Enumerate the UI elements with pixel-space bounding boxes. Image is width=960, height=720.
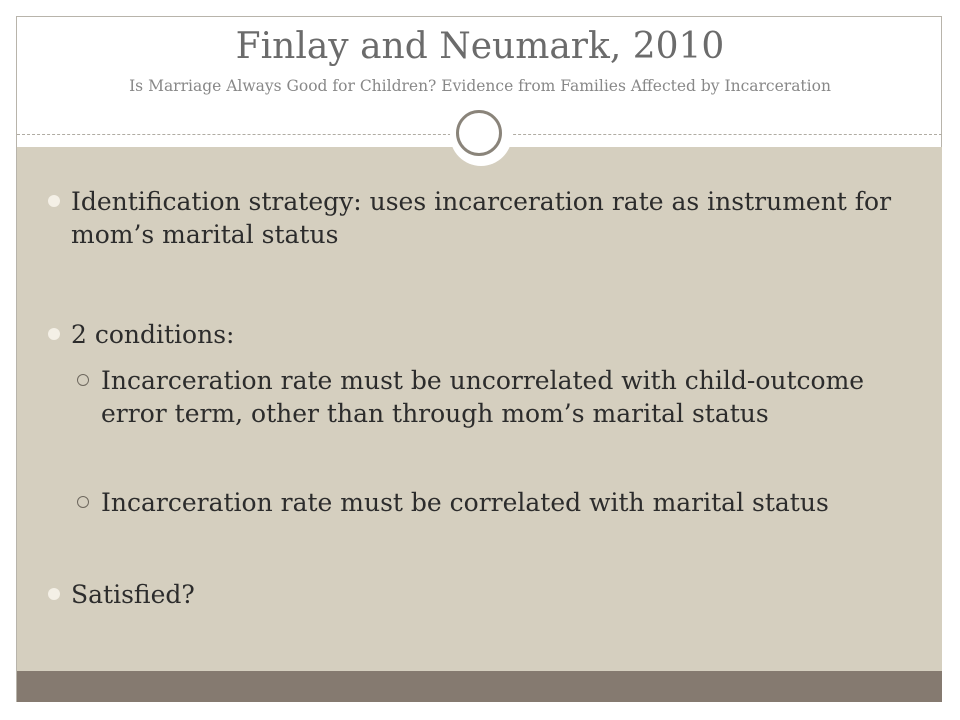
sub-bullet-item: Incarceration rate must be correlated with marital status xyxy=(101,488,829,517)
slide-title: Finlay and Neumark, 2010 xyxy=(235,26,725,67)
bullet-item: Satisfied? xyxy=(71,580,195,609)
sub-bullet-circle-icon xyxy=(77,496,89,508)
sub-bullet-circle-icon xyxy=(77,374,89,386)
sub-bullet-item: Incarceration rate must be uncorrelated with child-outcome error term, other than through mom’s marital status xyxy=(101,366,865,428)
slide-subtitle: Is Marriage Always Good for Children? Evidence from Families Affected by Incarceration xyxy=(129,77,831,95)
bullet-item: 2 conditions: xyxy=(71,320,235,349)
bullet-item: Identification strategy: uses incarceration rate as instrument for mom’s marital status xyxy=(71,187,892,249)
bullet-dot-icon xyxy=(48,328,60,340)
bullet-dot-icon xyxy=(48,195,60,207)
bullet-dot-icon xyxy=(48,588,60,600)
